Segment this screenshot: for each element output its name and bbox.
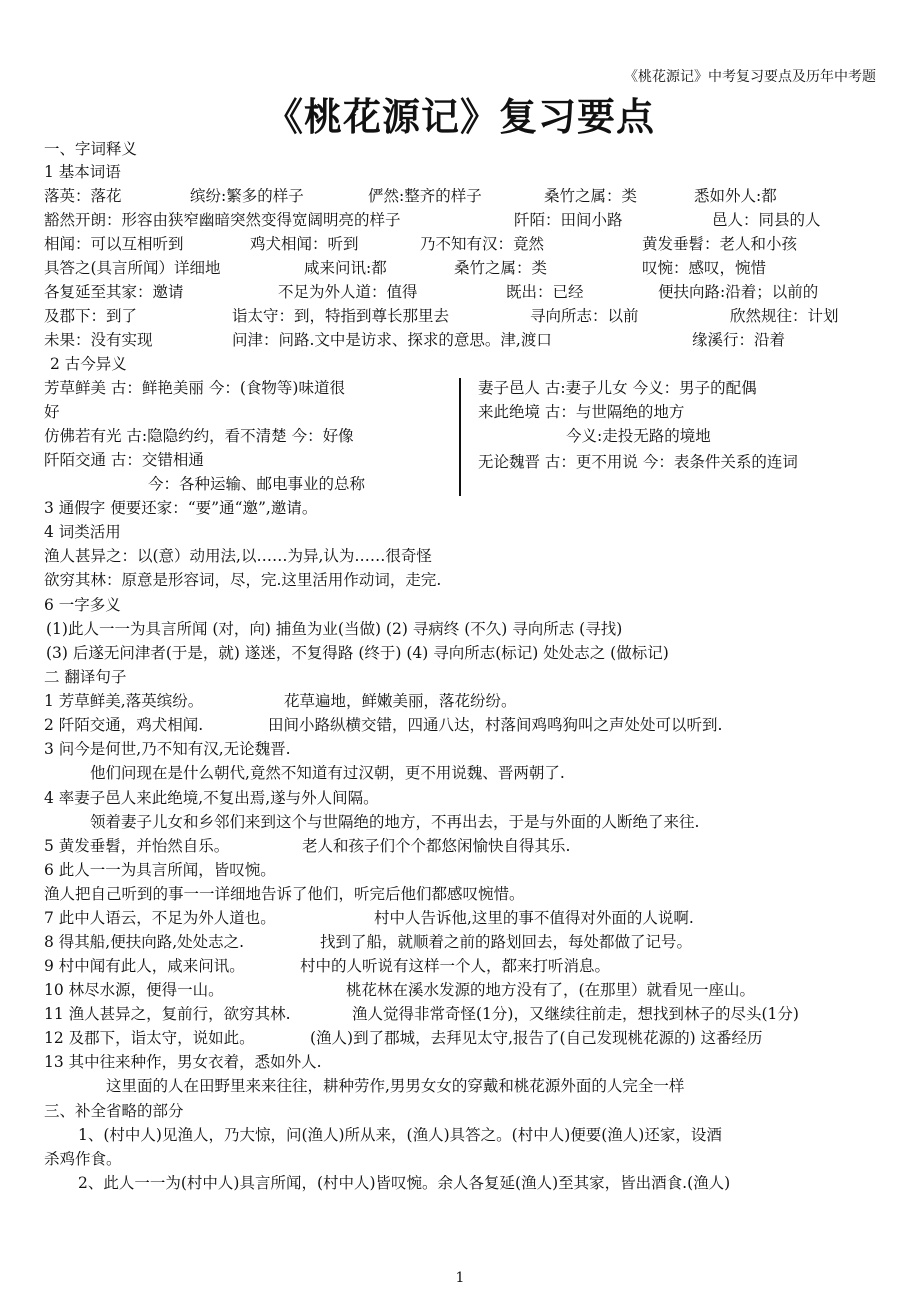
vocab-entry: 阡陌：田间小路 [514,211,623,229]
vocab-entry: 悉如外人:都 [694,187,777,205]
vocab-row [0,209,920,231]
vocab-entry: 桑竹之属：类 [544,187,638,205]
source-sentence: 7 此中人语云，不足为外人道也。 [44,909,276,927]
vocab-row [0,305,920,327]
polysemy-line: (1)此人一一为具言所闻 (对，向) 捕鱼为业(当做) (2) 寻病终 (不久) 寻向所志 (寻找) [46,620,623,638]
source-sentence: 10 林尽水源，便得一山。 [44,981,224,999]
translation-row [0,1027,920,1049]
polysemy-line: (3) 后遂无问津者(于是，就) 遂迷，不复得路 (终于) (4) 寻向所志(标记) 处处志之 (做标记) [46,644,669,662]
section-heading-1: 一、字词释义 [44,140,138,158]
gujin-left-line: 今：各种运输、邮电事业的总称 [148,475,366,493]
translation: 他们问现在是什么朝代,竟然不知道有过汉朝，更不用说魏、晋两朝了. [90,764,565,782]
source-sentence: 1 芳草鲜美,落英缤纷。 [44,692,204,710]
vocab-row [0,257,920,279]
gujin-left-line: 好 [44,403,60,421]
source-sentence: 5 黄发垂髫，并怡然自乐。 [44,837,230,855]
vocab-entry: 既出：已经 [506,283,584,301]
gujin-left-line: 仿佛若有光 古:隐隐约约，看不清楚 今：好像 [44,427,354,445]
vocab-entry: 豁然开朗：形容由狭窄幽暗突然变得宽阔明亮的样子 [44,211,401,229]
word-class-line: 欲穷其林：原意是形容词，尽，完.这里活用作动词，走完. [44,571,442,589]
subheading-ancient-modern: 2 古今异义 [50,355,127,373]
vocab-entry: 缤纷:繁多的样子 [190,187,304,205]
vocab-row [0,281,920,303]
source-sentence: 12 及郡下，诣太守，说如此。 [44,1029,255,1047]
vocab-entry: 及郡下：到了 [44,307,138,325]
page-number: 1 [455,1270,465,1286]
vocab-entry: 咸来问讯:都 [304,259,387,277]
translation: 找到了船，就顺着之前的路划回去，每处都做了记号。 [320,933,693,951]
translation: 花草遍地，鲜嫩美丽，落花纷纷。 [284,692,517,710]
source-sentence: 2 阡陌交通，鸡犬相闻. [44,716,204,734]
translation-row [0,907,920,929]
vocab-entry: 黄发垂髫：老人和小孩 [642,235,798,253]
source-sentence: 3 问今是何世,乃不知有汉,无论魏晋. [44,740,291,758]
gujin-right-line: 无论魏晋 古：更不用说 今：表条件关系的连词 [478,453,798,471]
vocab-entry: 叹惋：感叹，惋惜 [642,259,767,277]
vocab-entry: 寻向所志：以前 [530,307,639,325]
section-heading-2: 二 翻译句子 [44,668,127,686]
vocab-entry: 便扶向路:沿着；以前的 [658,283,819,301]
source-sentence: 6 此人一一为具言所闻，皆叹惋。 [44,861,276,879]
vocab-entry: 具答之(具言所闻）详细地 [44,259,221,277]
gujin-right-line: 来此绝境 古：与世隔绝的地方 [478,403,685,421]
tongjia-line: 3 通假字 便要还家：“要”通“邀”,邀请。 [44,499,318,517]
translation-row [0,690,920,712]
vocab-entry: 各复延至其家：邀请 [44,283,184,301]
gujin-right-line: 今义:走投无路的境地 [566,427,711,445]
vocab-row [0,233,920,255]
gujin-left-line: 阡陌交通 古：交错相通 [44,451,204,469]
source-sentence: 4 率妻子邑人来此绝境,不复出焉,遂与外人间隔。 [44,789,379,807]
gujin-right-line: 妻子邑人 古:妻子儿女 今义：男子的配偶 [478,379,757,397]
section-heading-3: 三、补全省略的部分 [44,1102,184,1120]
translation: 渔人觉得非常奇怪(1分)，又继续往前走，想找到林子的尽头(1分) [352,1005,799,1023]
vocab-entry: 桑竹之属：类 [454,259,548,277]
vocab-entry: 乃不知有汉：竟然 [420,235,545,253]
document-title: 《桃花源记》复习要点 [264,95,655,139]
vocab-entry: 邑人：同县的人 [712,211,821,229]
subheading-basic-words: 1 基本词语 [44,163,121,181]
source-sentence: 11 渔人甚异之，复前行，欲穷其林. [44,1005,291,1023]
translation: 渔人把自己听到的事一一详细地告诉了他们，听完后他们都感叹惋惜。 [44,885,525,903]
translation-row [0,979,920,1001]
source-sentence: 13 其中往来种作，男女衣着，悉如外人. [44,1053,322,1071]
translation: 桃花林在溪水发源的地方没有了，(在那里）就看见一座山。 [346,981,756,999]
translation: 田间小路纵横交错，四通八达，村落间鸡鸣狗叫之声处处可以听到. [268,716,723,734]
vocab-entry: 未果：没有实现 [44,331,153,349]
subheading-polysemy: 6 一字多义 [44,596,121,614]
vocab-entry: 俨然:整齐的样子 [368,187,482,205]
translation-row [0,931,920,953]
vocab-entry: 不足为外人道：值得 [278,283,418,301]
vocab-entry: 相闻：可以互相听到 [44,235,184,253]
source-sentence: 9 村中闻有此人，咸来问讯。 [44,957,245,975]
running-header: 《桃花源记》中考复习要点及历年中考题 [624,69,876,85]
word-class-line: 渔人甚异之：以(意）动用法,以……为异,认为……很奇怪 [44,547,432,565]
vocab-entry: 缘溪行：沿着 [692,331,786,349]
translation-row [0,714,920,736]
translation: (渔人)到了郡城，去拜见太守,报告了(自己发现桃花源的) 这番经历 [310,1029,763,1047]
vocab-entry: 落英：落花 [44,187,122,205]
vocab-row [0,185,920,207]
vocab-row [0,329,920,351]
translation: 村中人告诉他,这里的事不值得对外面的人说啊. [374,909,694,927]
vocab-entry: 欣然规往：计划 [730,307,839,325]
subheading-word-class: 4 词类活用 [44,523,121,541]
translation: 村中的人听说有这样一个人，都来打听消息。 [300,957,611,975]
supplement-line: 杀鸡作食。 [44,1150,122,1168]
translation-row [0,835,920,857]
translation-row [0,955,920,977]
translation: 老人和孩子们个个都悠闲愉快自得其乐. [302,837,571,855]
translation: 这里面的人在田野里来来往往，耕种劳作,男男女女的穿戴和桃花源外面的人完全一样 [106,1077,685,1095]
vocab-entry: 问津：问路.文中是访求、探求的意思。津,渡口 [232,331,552,349]
vocab-entry: 诣太守：到，特指到尊长那里去 [232,307,450,325]
translation: 领着妻子儿女和乡邻们来到这个与世隔绝的地方，不再出去，于是与外面的人断绝了来往. [90,813,700,831]
supplement-line: 2、此人一一为(村中人)具言所闻，(村中人)皆叹惋。余人各复延(渔人)至其家，皆出酒食.(渔人) [78,1174,731,1192]
translation-row [0,1003,920,1025]
source-sentence: 8 得其船,便扶向路,处处志之. [44,933,245,951]
supplement-line: 1、(村中人)见渔人，乃大惊，问(渔人)所从来，(渔人)具答之。(村中人)便要(渔人)还家，设酒 [78,1126,722,1144]
vocab-entry: 鸡犬相闻：听到 [250,235,359,253]
gujin-left-line: 芳草鲜美 古：鲜艳美丽 今：(食物等)味道很 [44,379,345,397]
column-divider [459,378,461,496]
